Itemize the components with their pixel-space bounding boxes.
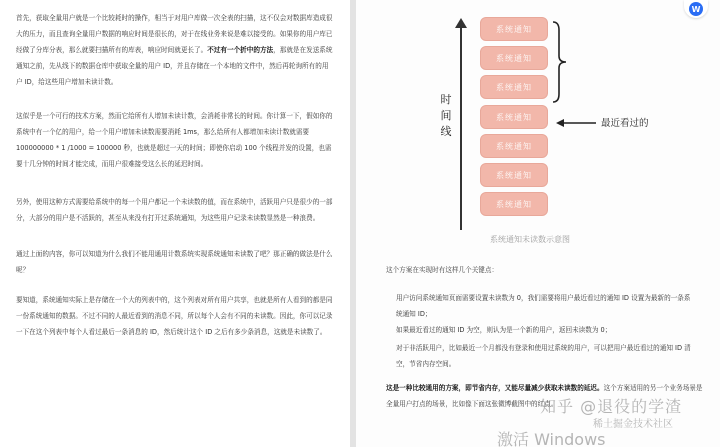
notification-bar: 系统通知 — [480, 192, 548, 216]
key-point-3: 对于非活跃用户，比如最近一个月都没有登录和使用过系统的用户，可以把用户最近看过的通知 ID 清空，节省内存空间。 — [396, 344, 691, 368]
zhihu-watermark: 知乎 @退役的学渣 — [540, 397, 683, 416]
paragraph-full-scan-text: 首先，获取全量用户就是一个比较耗时的操作，相当于对用户库做一次全表的扫描，这不仅会对数据库造成很大的压力，而且查询全量用户数据的响应时间是很长的，对于在线业务来说是难以接受的。如果你的用户库已经做了分库分表，那么就要扫描所有的库表，响应时间就更长了。不过有一个折中的方法，那就是在发送系统通知之前，先从线下的数据仓库中获取全量的用户 ID，并且存储在一个本地的文件中，然后再轮询所有的用户 ID，给这些用户增加未读计数。 — [16, 14, 333, 86]
timeline-axis — [460, 26, 462, 230]
left-arrow-icon — [556, 118, 596, 128]
juejin-watermark: 稀土掘金技术社区 — [593, 419, 673, 430]
notification-bar: 系统通知 — [480, 134, 548, 158]
conclusion-bold: 这是一种比较通用的方案，即节省内存，又能尽量减少获取未读数的延迟。 — [386, 384, 604, 392]
notification-bar-latest-viewed: 系统通知 — [480, 105, 548, 129]
notification-bar: 系统通知 — [480, 46, 548, 70]
notification-bar: 系统通知 — [480, 163, 548, 187]
key-point-2: 如果最近看过的通知 ID 为空，则认为是一个新的用户，返回未读数为 0； — [396, 326, 612, 334]
latest-viewed-label: 最近看过的 — [601, 118, 649, 129]
left-document-page — [0, 0, 350, 447]
time-axis-label: 时间线 — [440, 93, 452, 138]
notification-bar: 系统通知 — [480, 75, 548, 99]
w-logo-icon: W — [689, 2, 703, 16]
paragraph-inactive-users: 另外，使用这种方式需要给系统中的每一个用户都记一个未读数的值，而在系统中，活跃用户只是很少的一部分，大部分的用户是不活跃的，甚至从来没有打开过系统通知，为这些用户记录未读数显然是一种浪费。 — [16, 198, 333, 222]
paragraph-full-scan — [16, 10, 334, 90]
activate-windows-watermark: 激活 Windows — [497, 430, 606, 447]
conclusion-rest: 这个方案适用的另一个业务场景是全量用户打点的场景，比如像下面这张微博截图中的红点。 — [386, 384, 703, 408]
bold-compromise-phrase: 不过有一个折中的方法 — [207, 46, 274, 54]
unread-brace-icon — [551, 20, 569, 104]
paragraph-solution: 要知道，系统通知实际上是存储在一个大的列表中的，这个列表对所有用户共享，也就是所有人看到的都是同一份系统通知的数据。不过不同的人最近看到的消息不同，所以每个人会有不同的未读数。因此，你可以记录一下在这个列表中每个人看过最后一条消息的 ID，然后统计这个 ID 之后有多少条消息，这就是未读数了。 — [16, 296, 333, 336]
key-point-1: 用户访问系统通知页面需要设置未读数为 0，我们需要将用户最近看过的通知 ID 设置为最新的一条系统通知 ID； — [396, 294, 691, 318]
paragraph-feasibility: 这似乎是一个可行的技术方案，然而它给所有人增加未读计数，会消耗非常长的时间。你计算一下，假如你的系统中有一个亿的用户，给一个用户增加未读数需要消耗 1ms，那么给所有人都增加未读计数就需要 100000000 * 1 /1000 = 100000 秒，也就是超过一天的时间；即使你启动 100 个线程并发的设置，也需要十几分钟的时间才能完成，而用户很难接受这么长的延迟时间。 — [16, 112, 333, 168]
diagram-caption: 系统通知未读数示意图 — [490, 235, 570, 244]
notification-bar: 系统通知 — [480, 17, 548, 41]
paragraph-question: 通过上面的内容，你可以知道为什么我们不能用通用计数系统实现系统通知未读数了吧？那正确的做法是什么呢？ — [16, 250, 333, 274]
key-points-intro: 这个方案在实现时有这样几个关键点： — [386, 266, 499, 274]
